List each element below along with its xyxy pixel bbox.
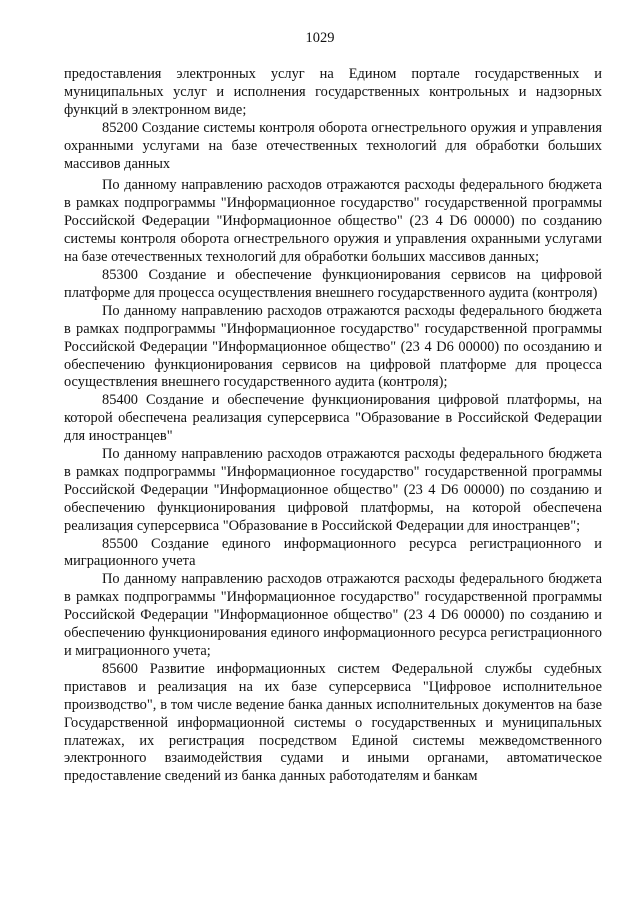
page-number: 1029 — [305, 30, 335, 46]
paragraph-heading-85600: 85600 Развитие информационных систем Федеральной службы судебных приставов и реализация на их базе суперсервиса "Цифровое исполнительное производство", в том числе ведение банка данных исполнительных документов на базе Государственной информационной системы о государственных и муниципальных платежах, их регистрация посредством Единой системы межведомственного электронного взаимодействия судами и иными органами, автоматическое предоставление сведений из банка данных работодателям и банкам — [64, 660, 602, 785]
paragraph-1: предоставления электронных услуг на Едином портале государственных и муниципальных услуг и исполнения государственных контрольных и надзорных функций в электронном виде; — [64, 66, 602, 118]
paragraph-9: По данному направлению расходов отражаются расходы федерального бюджета в рамках подпрограммы "Информационное государство" государственной программы Российской Федерации "Информационное общество" (23 4 D6 00000) по созданию и обеспечению функционирования единого информационного ресурса регистрационного и миграционного учета; — [64, 571, 602, 659]
paragraph-heading-85400: 85400 Создание и обеспечение функционирования цифровой платформы, на которой обеспечена реализация суперсервиса "Образование в Российской Федерации для иностранцев" — [64, 392, 602, 445]
document-body — [64, 66, 602, 786]
paragraph-7: По данному направлению расходов отражаются расходы федерального бюджета в рамках подпрограммы "Информационное государство" государственной программы Российской Федерации "Информационное общество" (23 4 D6 00000) по созданию и обеспечению функционирования цифровой платформы, на которой обеспечена реализация суперсервиса "Образование в Российской Федерации для иностранцев"; — [64, 446, 602, 534]
paragraph-heading-85200: 85200 Создание системы контроля оборота огнестрельного оружия и управления охранными услугами на базе отечественных технологий для обработки больших массивов данных — [64, 119, 602, 172]
paragraph-5: По данному направлению расходов отражаются расходы федерального бюджета в рамках подпрограммы "Информационное государство" государственной программы Российской Федерации "Информационное общество" (23 4 D6 00000) по осозданию и обеспечению функционирования сервисов на цифровой платформе для процесса осуществления внешнего государственного аудита (контроля); — [64, 302, 602, 391]
paragraph-3: По данному направлению расходов отражаются расходы федерального бюджета в рамках подпрограммы "Информационное государство" государственной программы Российской Федерации "Информационное общество" (23 4 D6 00000) по созданию системы контроля оборота огнестрельного оружия и управления охранными услугами на базе отечественных технологий для обработки больших массивов данных; — [64, 177, 602, 266]
paragraph-heading-85500: 85500 Создание единого информационного ресурса регистрационного и миграционного учета — [64, 535, 602, 570]
paragraph-heading-85300: 85300 Создание и обеспечение функционирования сервисов на цифровой платформе для процесса осуществления внешнего государственного аудита (контроля) — [64, 266, 602, 301]
